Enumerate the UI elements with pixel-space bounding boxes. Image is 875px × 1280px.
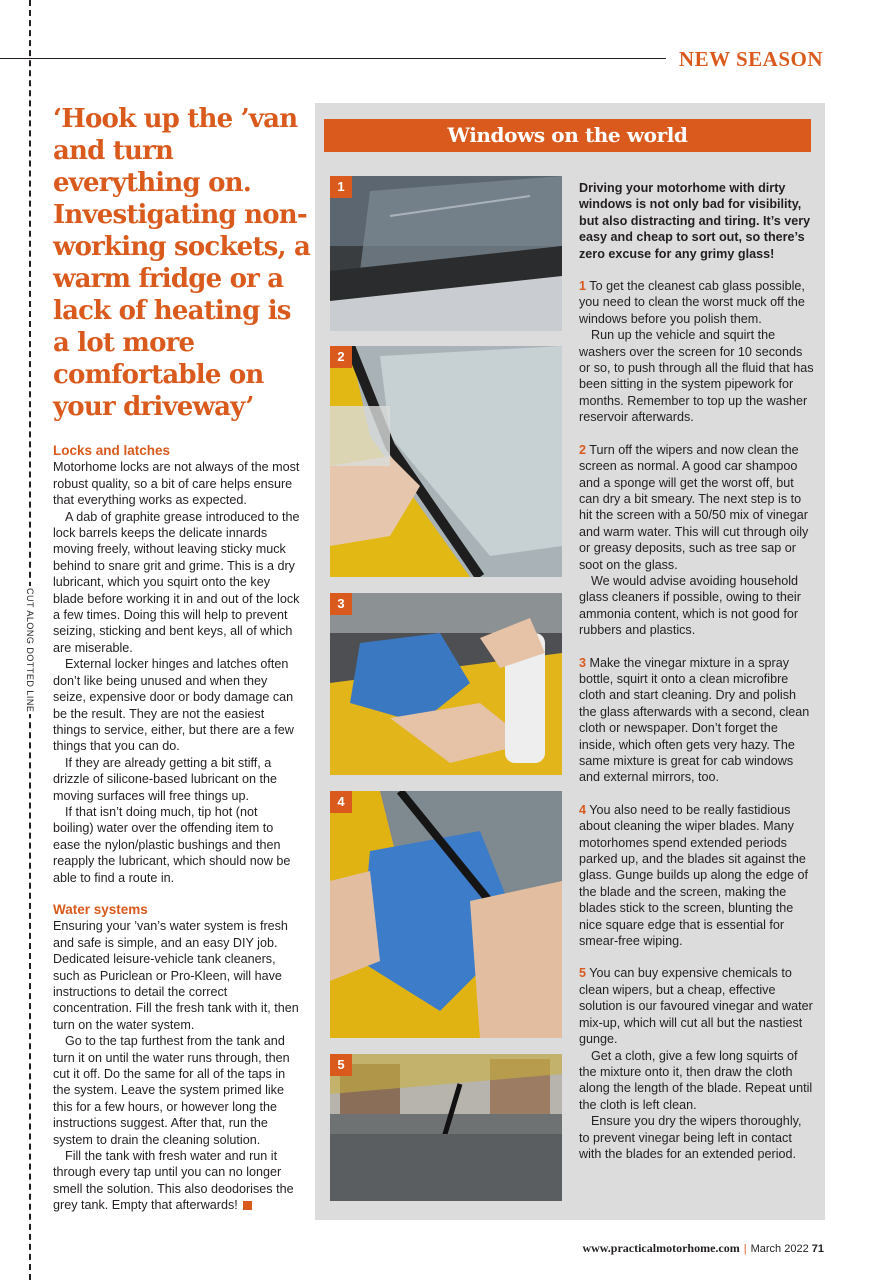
microfibre-cloth-photo	[330, 593, 562, 775]
spray-bottle-photo	[330, 346, 562, 577]
step-text: You can buy expensive chemicals to clean wipers, but a cheap, effective solution is our favoured vinegar and water mix-up, which will cut all but the nastiest gunge.	[579, 966, 813, 1047]
photo-1	[330, 176, 562, 331]
footer-separator: |	[743, 1243, 747, 1255]
photo-2	[330, 346, 562, 577]
locks-heading: Locks and latches	[53, 443, 171, 458]
step-paragraph: Ensure you dry the wipers thoroughly, to prevent vinegar being left in contact with the blades for an extended period.	[579, 1114, 802, 1161]
page-number: 71	[811, 1243, 824, 1255]
water-paragraph-text: Fill the tank with fresh water and run it through every tap until you can no longer smell the solution. This also deodorises the grey tank. Empty that afterwards!	[53, 1149, 294, 1213]
step-paragraph	[579, 655, 814, 786]
step-number: 5	[579, 966, 587, 981]
photo-number: 2	[330, 346, 352, 368]
step-text: Turn off the wipers and now clean the screen as normal. A good car shampoo and a sponge will get the worst off, but can dry a bit smeary. The next step is to hit the screen with a 50/50 mix of vinegar and warm water. This will cut through oily or greasy deposits, such as tree sap or soot on the glass.	[579, 442, 809, 572]
step-number: 3	[579, 655, 587, 670]
photo-4	[330, 791, 562, 1038]
water-paragraph: Ensuring your ’van’s water system is fresh and safe is simple, and an easy DIY job. Dedicated leisure-vehicle tank cleaners, such as Puriclean or Pro-Kleen, will have instructions to detail the correct concentration. Fill the fresh tank with it, then turn on the water system.	[53, 919, 299, 1032]
locks-paragraph: Motorhome locks are not always of the most robust quality, so a bit of care helps ensure that everything works as expected.	[53, 460, 300, 508]
step-paragraph	[579, 802, 814, 950]
locks-paragraph: A dab of graphite grease introduced to the lock barrels keeps the delicate innards moving freely, without leaving sticky muck behind to snare grit and grime. This is a dry lubricant, which you squirt onto the key blade before working it in and out of the lock a few times. Doing this will help to prevent seizing, sticking and bent keys, all of which are miserable.	[53, 509, 300, 655]
pull-quote: ‘Hook up the ’van and turn everything on. Investigating non-working sockets, a warm fridge or a lack of heating is a lot more comfortable on your driveway’	[53, 104, 311, 422]
step-paragraph: Run up the vehicle and squirt the washers over the screen for 10 seconds or so, to push through all the fluid that has been sitting in the system pipework for months. Remember to top up the washer reservoir afterwards.	[579, 328, 814, 425]
photo-3	[330, 593, 562, 775]
left-column	[53, 443, 300, 1214]
water-paragraph	[53, 1148, 300, 1214]
step-paragraph	[579, 442, 814, 573]
step-number: 1	[579, 279, 587, 294]
cut-line-label: CUT ALONG DOTTED LINE	[25, 588, 35, 713]
photo-number: 5	[330, 1054, 352, 1076]
photo-5	[330, 1054, 562, 1201]
photo-number: 4	[330, 791, 352, 813]
step-text: Make the vinegar mixture in a spray bottle, squirt it onto a clean microfibre cloth and start cleaning. Dry and polish the glass afterwards with a second, clean cloth or newspaper. Don’t forget the inside, which often gets very hazy. The same mixture is great for cab windows and external mirrors, too.	[579, 655, 810, 785]
box-text-column	[579, 180, 814, 1162]
section-label: NEW SEASON	[678, 47, 823, 71]
water-paragraph: Go to the tap furthest from the tank and turn it on until the water runs through, then cut it off. Do the same for all of the taps in the system. Leave the system primed like this for a few hours, or however long the instructions suggest. After that, run the system to drain the cleaning solution.	[53, 1034, 290, 1147]
locks-paragraph: If that isn’t doing much, tip hot (not boiling) water over the offending item to ease the nylon/plastic bushings and then reapply the lubricant, which should now be able to find a route in.	[53, 804, 291, 885]
photo-number: 3	[330, 593, 352, 615]
wiper-blade-photo	[330, 791, 562, 1038]
windscreen-photo	[330, 176, 562, 331]
water-heading: Water systems	[53, 901, 148, 917]
end-mark-icon	[243, 1201, 252, 1210]
step-paragraph	[579, 965, 814, 1047]
header-rule	[0, 58, 666, 59]
step-number: 4	[579, 802, 587, 817]
box-intro: Driving your motorhome with dirty windows is not only bad for visibility, but also distracting and tiring. It’s very easy and cheap to sort out, so there’s zero excuse for any grimy glass!	[579, 181, 811, 261]
locks-paragraph: If they are already getting a bit stiff, a drizzle of silicone-based lubricant on the moving surfaces will free things up.	[53, 755, 278, 803]
photo-number: 1	[330, 176, 352, 198]
windscreen-street-photo	[330, 1054, 562, 1201]
step-paragraph	[579, 278, 814, 327]
step-paragraph: We would advise avoiding household glass cleaners if possible, owing to their ammonia content, which is not good for rubbers and plastics.	[579, 573, 801, 638]
locks-paragraph: External locker hinges and latches often don’t like being unused and when they seize, expensive door or body damage can be the result. They are not the easiest things to service, either, but there are a few things that you can do.	[53, 657, 294, 754]
step-paragraph: Get a cloth, give a few long squirts of the mixture onto it, then draw the cloth along the length of the blade. Repeat until the cloth is left clean.	[579, 1048, 813, 1112]
step-number: 2	[579, 442, 587, 457]
step-text: To get the cleanest cab glass possible, you need to clean the worst muck off the windows before you polish them.	[579, 279, 805, 326]
step-text: You also need to be really fastidious about cleaning the wiper blades. Many motorhomes spend extended periods parked up, and the blades sit against the glass. Gunge builds up along the edge of the blade and the screen, making the blades stick to the screen, blunting the nice square edge that is essential for smear-free wiping.	[579, 802, 808, 949]
page-footer	[582, 1241, 824, 1256]
box-title: Windows on the world	[324, 119, 811, 152]
footer-issue: March 2022	[750, 1243, 809, 1255]
footer-url: www.practicalmotorhome.com	[582, 1241, 740, 1255]
